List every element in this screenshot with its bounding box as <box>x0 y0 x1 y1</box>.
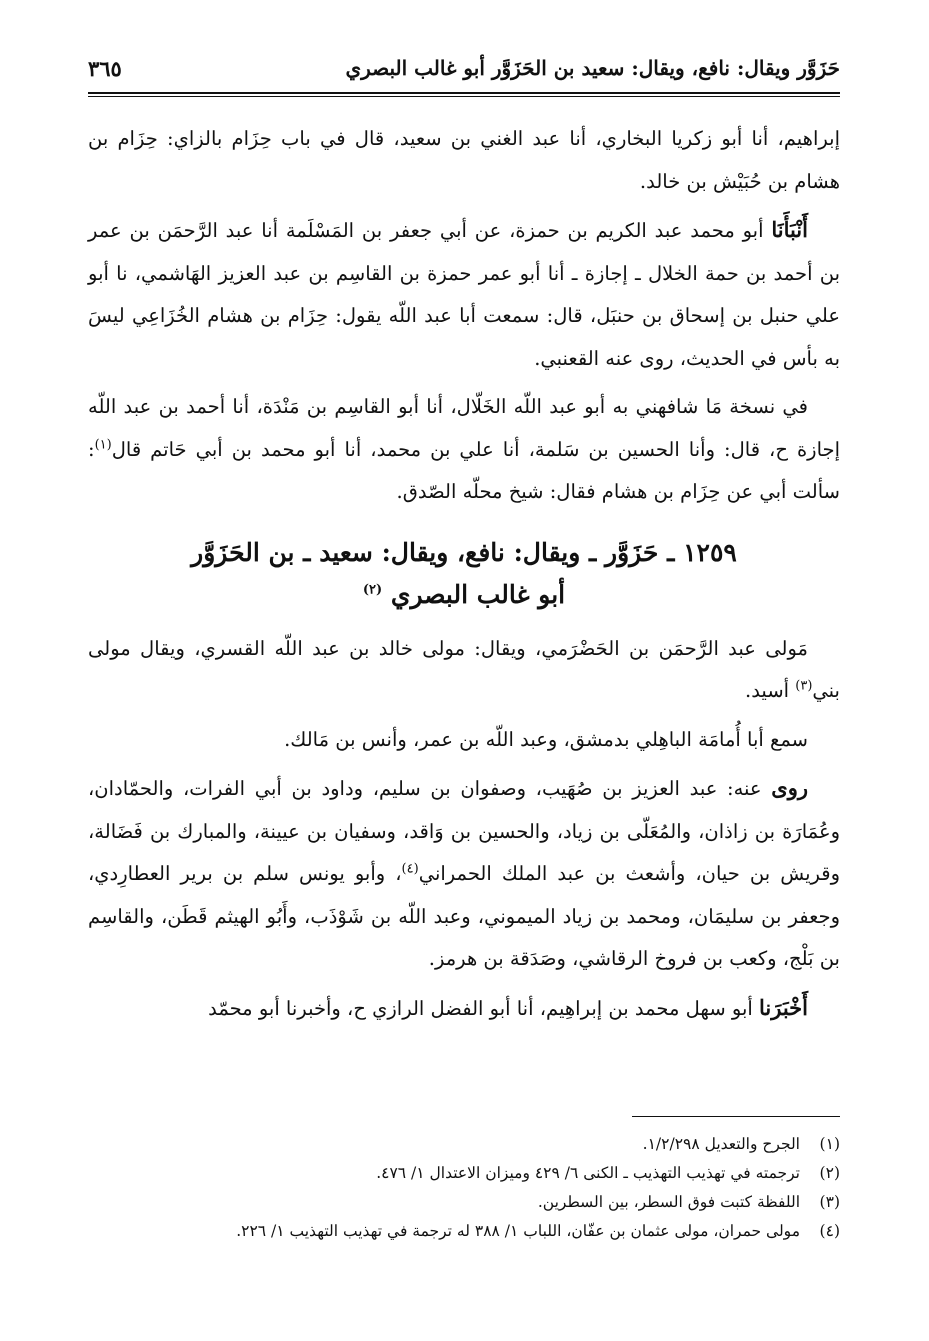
paragraph-6 <box>88 767 840 981</box>
paragraph-lead: أَخْبَرَنا <box>759 994 808 1020</box>
footnote-ref[interactable]: (١) <box>94 437 112 452</box>
paragraph-4 <box>88 628 840 713</box>
paragraph-5 <box>88 719 840 762</box>
paragraph-lead: روى <box>771 775 808 800</box>
biography-heading <box>88 532 840 616</box>
paragraph-2 <box>88 209 840 380</box>
footnote-item <box>88 1188 840 1217</box>
paragraph-lead: أَنْبَأَنَا <box>771 217 808 242</box>
biography-name: أبو غالب البصري <box>390 579 566 609</box>
paragraph-7 <box>88 987 840 1031</box>
paragraph-1 <box>88 118 840 203</box>
footnote-item <box>88 1159 840 1188</box>
footnote-ref[interactable]: (٣) <box>795 678 813 694</box>
footnote-number: (٢) <box>819 1164 840 1182</box>
footnote-item <box>88 1130 840 1159</box>
paragraph-3 <box>88 386 840 514</box>
paragraph-text: مَولى عبد الرَّحمَن بن الحَضْرَمي، ويقال: مولى خالد بن عبد اللّه القسري، ويقال مولى بني <box>88 636 840 702</box>
paragraph-text: أبو محمد عبد الكريم بن حمزة، عن أبي جعفر بن المَسْلَمة أنا عبد الرَّحمَن بن عمر بن أحمد بن حمة الخلال ـ إجازة ـ أنا أبو عمر حمزة بن القاسِم بن عبد العزيز الهَاشمي، نا أبو علي حنبل بن إسحاق بن حنبَل، قال: سمعت أبا عبد اللّه يقول: حِزَام بن هشام الخُزَاعِي ليسَ به بأس في الحديث، روى عنه القعنبي. <box>88 219 840 370</box>
paragraph-tail: ، وأبو يونس سلم بن برير العطارِدي، وجعفر بن سليمَان، ومحمد بن زياد الميموني، وعبد اللّه بن شَوْذَب، وأَبُو الهيثم قَطَن، والقاسِم بن بَلْج، وكعب بن فروخ الرقاشي، وصَدَقة بن هرمز. <box>88 862 840 970</box>
paragraph-text: عنه: عبد العزيز بن صُهَيب، وصفوان بن سليم، وداود بن أبي الفرات، والحمّادان، وعُمَارَة بن زاذان، والمُعَلّى بن زياد، والحسين بن وَاقد، وسفيان بن عيينة، والمبارك بن فَضَالة، وقريش بن حيان، وأشعث بن عبد الملك الحمراني <box>88 777 840 885</box>
footnote-ref[interactable]: (٢) <box>362 582 383 598</box>
main-text <box>88 118 840 1036</box>
running-title: حَزَوَّر ويقال: نافع، ويقال: سعيد بن الحَزَوَّر أبو غالب البصري <box>345 56 840 80</box>
footnote-number: (١) <box>819 1135 840 1153</box>
paragraph-text: إبراهيم، أنا أبو زكريا البخاري، أنا عبد الغني بن سعيد، قال في باب حِزَام بالزاي: حِزَام بن هشام بن حُبَيْش بن خالد. <box>88 127 840 193</box>
page-header <box>88 54 840 94</box>
footnote-text: مولى حمران، مولى عثمان بن عفّان، اللباب ١/ ٣٨٨ له ترجمة في تهذيب التهذيب ١/ ٢٢٦. <box>236 1222 800 1240</box>
paragraph-tail: أسيد. <box>745 679 796 702</box>
header-rule-thin <box>88 96 840 97</box>
paragraph-tail: : سألت أبي عن حِزَام بن هشام فقال: شيخ محلّه الصّدق. <box>88 437 840 503</box>
header-rule <box>88 92 840 94</box>
paragraph-text: أبو سهل محمد بن إبراهِيم، أنا أبو الفضل الرازي ح، وأخبرنا أبو محمّد <box>208 996 760 1020</box>
footnote-text: الجرح والتعديل ١/٢/٢٩٨. <box>642 1135 800 1153</box>
footnote-ref[interactable]: (٤) <box>401 861 419 877</box>
paragraph-text: سمع أبا أُمامَة الباهِلي بدمشق، وعبد اللّه بن عمر، وأنس بن مَالك. <box>284 727 808 751</box>
footnote-text: ترجمته في تهذيب التهذيب ـ الكنى ٦/ ٤٢٩ وميزان الاعتدال ١/ ٤٧٦. <box>376 1164 800 1182</box>
footnote-item <box>88 1217 840 1246</box>
biography-heading-line-1: ١٢٥٩ ـ حَزَوَّر ـ ويقال: نافع، ويقال: سعيد ـ بن الحَزَوَّر <box>191 537 737 567</box>
footnote-text: اللفظة كتبت فوق السطر، بين السطرين. <box>537 1193 800 1211</box>
footnote-rule <box>632 1116 840 1117</box>
footnote-number: (٤) <box>819 1222 840 1240</box>
biography-heading-line-2 <box>88 574 840 616</box>
footnotes <box>88 1130 840 1246</box>
page-number: ٣٦٥ <box>88 56 122 81</box>
footnote-number: (٣) <box>819 1193 840 1211</box>
paragraph-text: في نسخة مَا شافهني به أبو عبد اللّه الخَلّال، أنا أبو القاسِم بن مَنْدَة، أنا أحمد بن عبد اللّه إجازة ح، قال: وأنا الحسين بن سَلمة، أنا علي بن محمد، أنا أبو محمد بن أبي حَاتم قال <box>88 395 840 461</box>
